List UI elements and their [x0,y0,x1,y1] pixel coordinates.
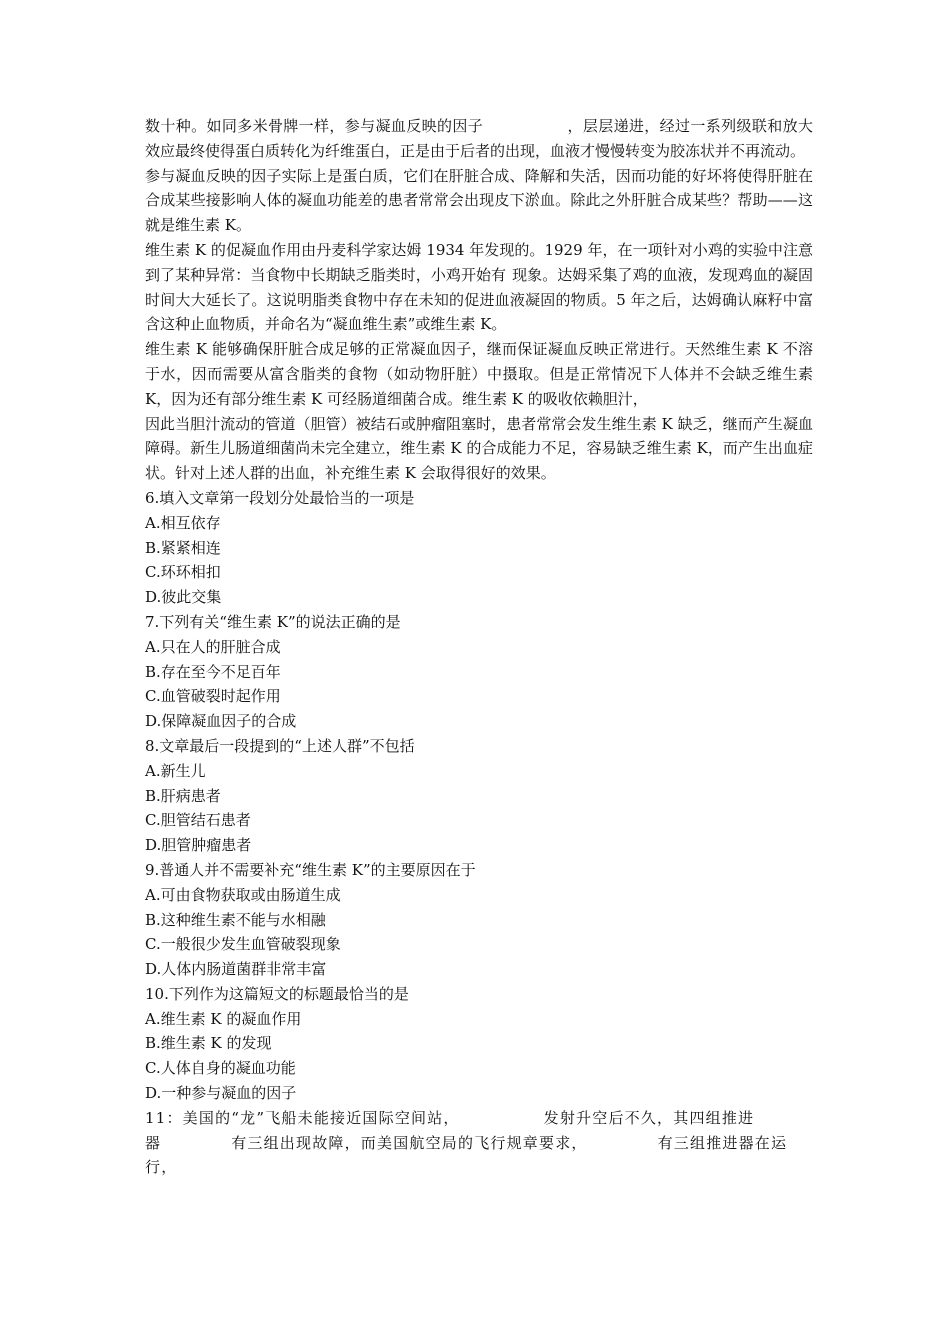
passage-text: 维生素 K 的促凝血作用由丹麦科学家达姆 1934 年发现的。1929 年，在一项针对小鸡的实验中注意到了某种异常：当食物中长期缺乏脂类时，小鸡开始有 [145,240,813,284]
question-text: 器 [145,1133,162,1152]
option-c: C.人体自身的凝血功能 [145,1059,296,1078]
passage-text: ，层层递进，经过一系列级联和放大效应最终使得蛋白质转化为纤维蛋白，正是由于后者的出现，血液才慢慢转变为胶冻状并不再流动。 [145,117,813,160]
option-d: D.一种参与凝血的因子 [145,1084,297,1103]
passage-paragraph-4: 维生素 K 能够确保肝脏合成足够的正常凝血因子，继而保证凝血反映正常进行。天然维生素 K 不溶于水，因而需要从富含脂类的食物（如动物肝脏）中摄取。但是正常情况下人体并不会缺乏维生素 K，因为还有部分维生素 K 可经肠道细菌合成。维生素 K 的吸收依赖胆汁， [145,340,813,408]
option-a: A.可由食物获取或由肠道生成 [145,885,341,904]
question-stem: 9.普通人并不需要补充“维生素 K”的主要原因在于 [145,860,476,879]
question-8 [145,734,813,858]
option-c: C.胆管结石患者 [145,811,251,830]
option-b: B.肝病患者 [145,786,221,805]
option-b: B.紧紧相连 [145,538,221,557]
passage-paragraph-1 [145,114,813,164]
question-stem: 8.文章最后一段提到的“上述人群”不包括 [145,736,415,755]
question-stem: 6.填入文章第一段划分处最恰当的一项是 [145,488,415,507]
question-11-line-1 [145,1106,813,1131]
option-a: A.相互依存 [145,513,221,532]
option-c: C.血管破裂时起作用 [145,687,281,706]
passage-paragraph-5: 因此当胆汁流动的管道（胆管）被结石或肿瘤阻塞时，患者常常会发生维生素 K 缺乏，继而产生凝血障碍。新生儿肠道细菌尚未完全建立，维生素 K 的合成能力不足，容易缺乏维生素 K，而产生出血症状。针对上述人群的出血，补充维生素 K 会取得很好的效果。 [145,414,813,483]
question-stem: 10.下列作为这篇短文的标题最恰当的是 [145,984,409,1003]
passage-text: 现象。达姆采集了鸡的血液，发现鸡血的凝固时间大大延长了。这说明脂类食物中存在未知的促进血液凝固的物质。5 年之后，达姆确认麻籽中富含这种止血物质，并命名为“凝血维生素”或维生素 K。 [145,265,813,334]
option-b: B.存在至今不足百年 [145,662,281,681]
question-9 [145,858,813,982]
document-page [145,114,813,1180]
question-text: 有三组出现故障，而美国航空局的飞行规章要求， [231,1133,588,1152]
question-stem: 7.下列有关“维生素 K”的说法正确的是 [145,612,401,631]
option-d: D.人体内肠道菌群非常丰富 [145,960,327,979]
option-c: C.环环相扣 [145,563,221,582]
option-a: A.维生素 K 的凝血作用 [145,1009,302,1028]
question-7 [145,610,813,734]
option-d: D.胆管肿瘤患者 [145,836,252,855]
option-a: A.只在人的肝脏合成 [145,637,281,656]
question-text: 发射升空后不久，其四组推进 [543,1108,755,1127]
question-11 [145,1106,813,1180]
option-b: B.这种维生素不能与水相融 [145,910,326,929]
passage-paragraph-2: 参与凝血反映的因子实际上是蛋白质，它们在肝脏合成、降解和失活，因而功能的好坏将使得肝脏在合成某些接影响人体的凝血功能差的患者常常会出现皮下淤血。除此之外肝脏合成某些？帮助——这就是维生素 K。 [145,166,813,235]
option-c: C.一般很少发生血管破裂现象 [145,935,341,954]
question-text: 有三组推进器在运行， [145,1133,788,1177]
option-d: D.彼此交集 [145,588,222,607]
option-d: D.保障凝血因子的合成 [145,712,297,731]
option-b: B.维生素 K 的发现 [145,1034,272,1053]
question-text: 11：美国的“龙”飞船未能接近国际空间站， [145,1108,460,1127]
option-a: A.新生儿 [145,761,206,780]
question-10 [145,982,813,1106]
passage-paragraph-3 [145,238,813,337]
passage-text: 数十种。如同多米骨牌一样，参与凝血反映的因子 [145,117,484,135]
question-11-line-2 [145,1131,813,1181]
question-6 [145,486,813,610]
